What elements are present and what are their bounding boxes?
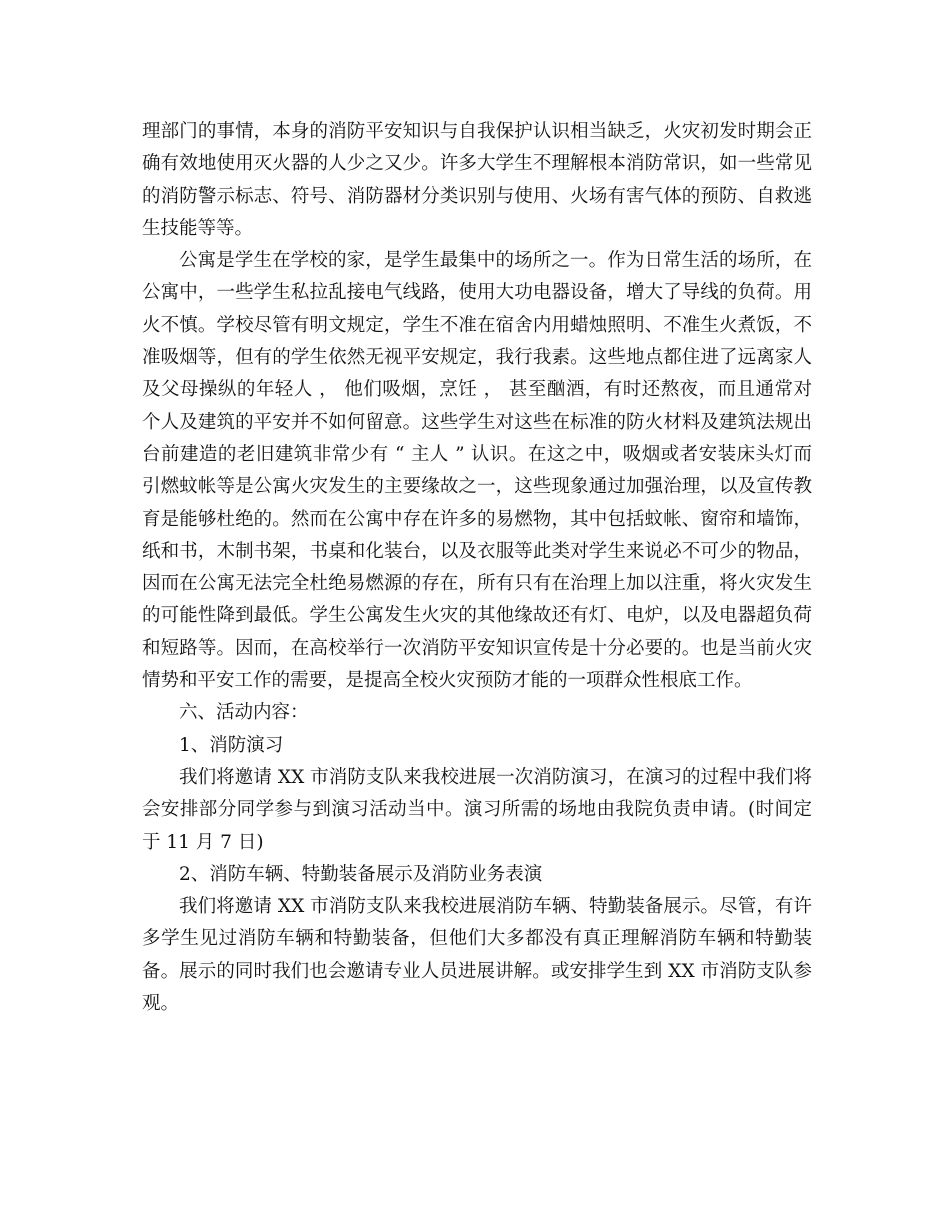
document-body	[142, 116, 812, 1020]
body-paragraph-fire-drill: 我们将邀请 XX 市消防支队来我校进展一次消防演习，在演习的过程中我们将会安排部分同学参与到演习活动当中。演习所需的场地由我院负责申请。(时间定于 11 月 7 日)	[142, 766, 812, 853]
body-paragraph-continued: 理部门的事情，本身的消防平安知识与自我保护认识相当缺乏，火灾初发时期会正确有效地使用灭火器的人少之又少。许多大学生不理解根本消防常识，如一些常见的消防警示标志、符号、消防器材分类识别与使用、火场有害气体的预防、自救逃生技能等等。	[142, 121, 812, 239]
body-paragraph-vehicle-display: 我们将邀请 XX 市消防支队来我校进展消防车辆、特勤装备展示。尽管，有许多学生见过消防车辆和特勤装备，但他们大多都没有真正理解消防车辆和特勤装备。展示的同时我们也会邀请专业人员进展讲解。或安排学生到 XX 市消防支队参观。	[142, 896, 812, 1015]
section-heading-activity-content: 六、活动内容：	[179, 702, 309, 724]
body-paragraph-dormitory: 公寓是学生在学校的家，是学生最集中的场所之一。作为日常生活的场所，在公寓中，一些学生私拉乱接电气线路，使用大功电器设备，增大了导线的负荷。用火不慎。学校尽管有明文规定，学生不准在宿舍内用蜡烛照明、不准生火煮饭，不准吸烟等，但有的学生依然无视平安规定，我行我素。这些地点都住进了远离家人及父母操纵的年轻人 ， 他们吸烟，烹饪 ， 甚至酗酒，有时还熬夜，而且通常对个人及建筑的平安并不如何留意。这些学生对这些在标准的防火材料及建筑法规出台前建造的老旧建筑非常少有 “ 主人 ” 认识。在这之中，吸烟或者安装床头灯而引燃蚊帐等是公寓火灾发生的主要缘故之一，这些现象通过加强治理，以及宣传教育是能够杜绝的。然而在公寓中存在许多的易燃物，其中包括蚊帐、窗帘和墙饰，纸和书，木制书架，书桌和化装台，以及衣服等此类对学生来说必不可少的物品，因而在公寓无法完全杜绝易燃源的存在，所有只有在治理上加以注重，将火灾发生的可能性降到最低。学生公寓发生火灾的其他缘故还有灯、电炉，以及电器超负荷和短路等。因而，在高校举行一次消防平安知识宣传是十分必要的。也是当前火灾情势和平安工作的需要，是提高全校火灾预防才能的一项群众性根底工作。	[142, 250, 812, 692]
subheading-fire-drill: 1、消防演习	[179, 734, 284, 756]
subheading-vehicle-display: 2、消防车辆、特勤装备展示及消防业务表演	[179, 863, 543, 885]
